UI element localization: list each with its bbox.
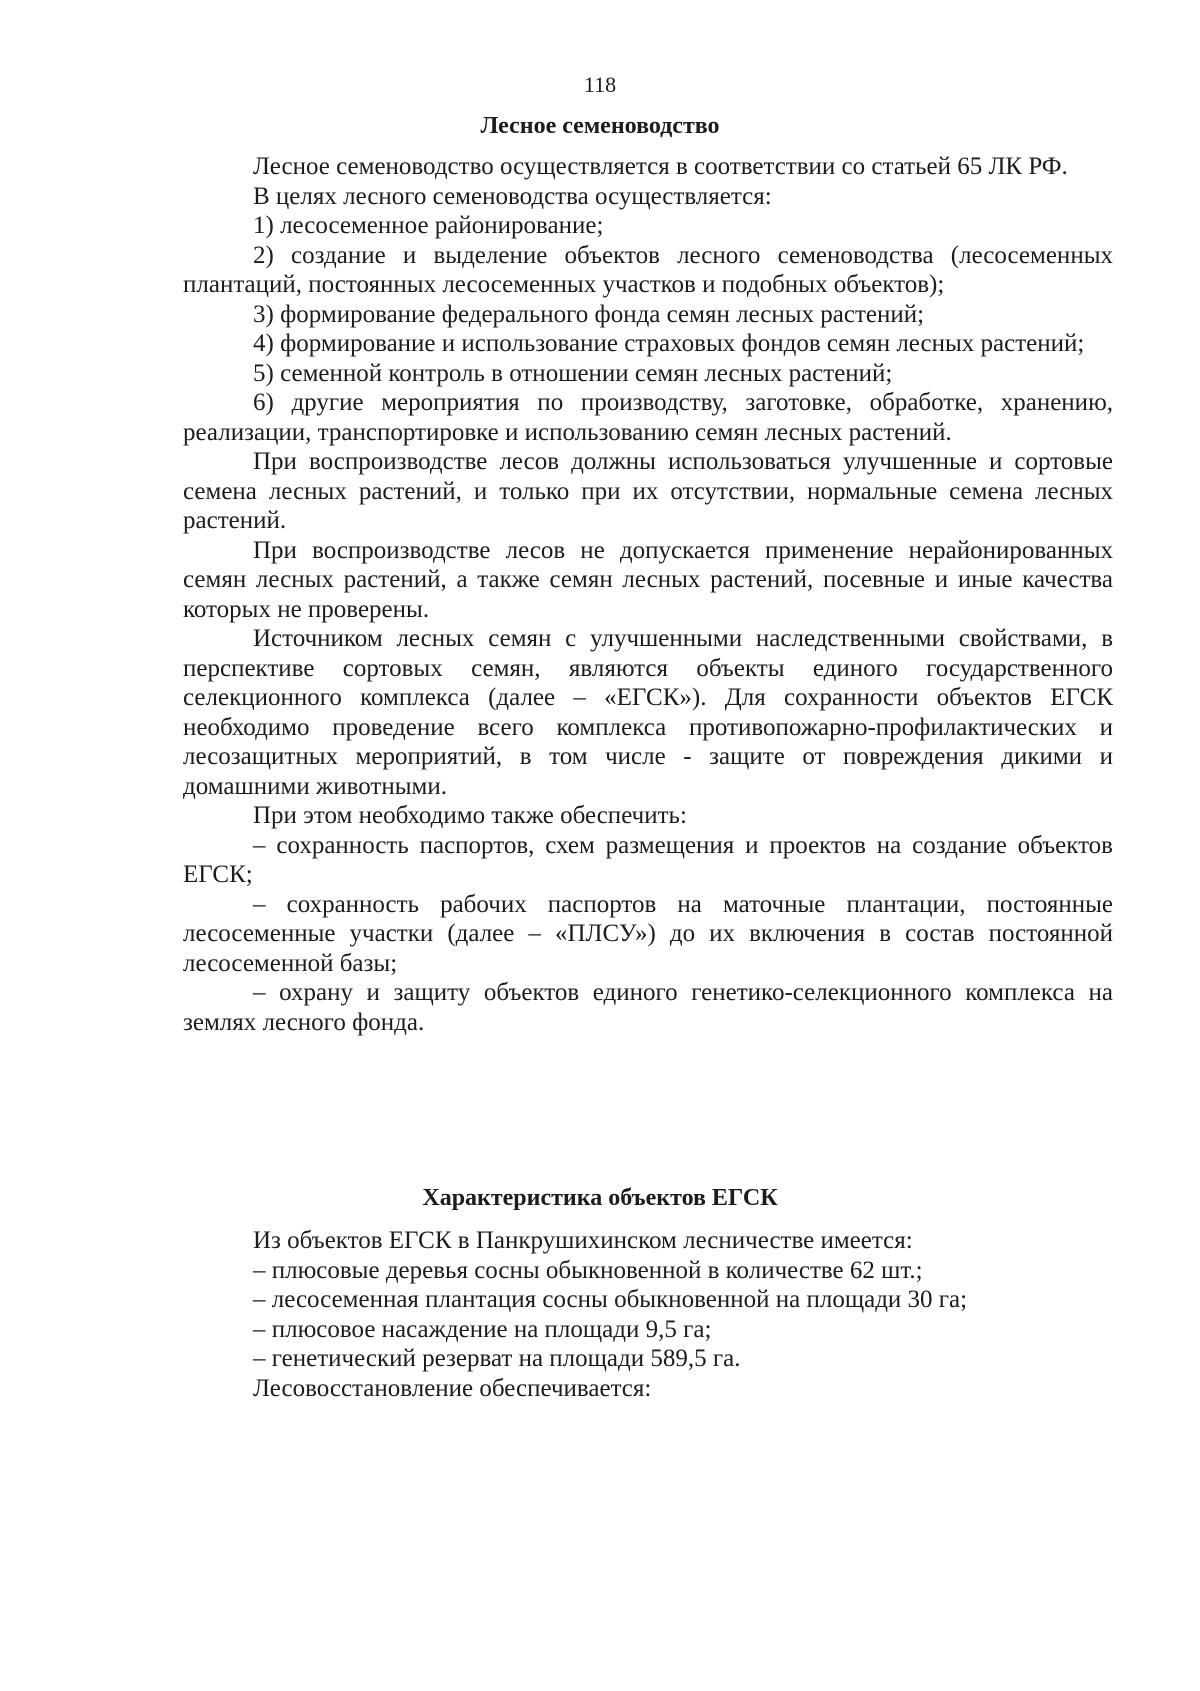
list-item: 2) создание и выделение объектов лесного семеноводства (лесосеменных плантаций, постоянных лесосеменных участков и подобных объектов);	[183, 241, 1113, 298]
list-item: 1) лесосеменное районирование;	[253, 212, 604, 239]
section-title-forest-seed-production: Лесное семеноводство	[480, 113, 720, 139]
list-item: – генетический резерват на площади 589,5 га.	[253, 1345, 741, 1372]
list-item: 3) формирование федерального фонда семян лесных растений;	[253, 300, 925, 328]
paragraph: В целях лесного семеноводства осуществляется:	[253, 182, 772, 210]
page-number: 118	[583, 72, 617, 97]
paragraph: Источником лесных семян с улучшенными наследственными свойствами, в перспективе сортовых семян, являются объекты единого государственного селекционного комплекса (далее – «ЕГСК»). Для сохранности объектов ЕГСК необходимо проведение всего комплекса противопожарно-профилактических и лесозащитных мероприятий, в том числе - защите от повреждения дикими и домашними животными.	[183, 625, 1113, 800]
section-body-egsk-characteristics	[183, 1226, 1113, 1403]
list-item: – плюсовое насаждение на площади 9,5 га;	[253, 1315, 712, 1343]
list-item: 6) другие мероприятия по производству, заготовке, обработке, хранению, реализации, транспортировке и использованию семян лесных растений.	[183, 389, 1113, 446]
list-item: – плюсовые деревья сосны обыкновенной в количестве 62 шт.;	[253, 1256, 923, 1284]
list-item: – охрану и защиту объектов единого генетико-селекционного комплекса на землях лесного фонда.	[183, 979, 1113, 1036]
section-body-forest-seed-production	[183, 152, 1113, 1037]
paragraph: При этом необходимо также обеспечить:	[253, 802, 687, 829]
paragraph: При воспроизводстве лесов не допускается применение нерайонированных семян лесных растений, а также семян лесных растений, посевные и иные качества которых не проверены.	[183, 536, 1113, 623]
section-title-egsk-characteristics: Характеристика объектов ЕГСК	[422, 1185, 778, 1211]
list-item: 5) семенной контроль в отношении семян лесных растений;	[253, 359, 893, 387]
paragraph: При воспроизводстве лесов должны использоваться улучшенные и сортовые семена лесных растений, и только при их отсутствии, нормальные семена лесных растений.	[183, 448, 1113, 534]
paragraph: Из объектов ЕГСК в Панкрушихинском лесничестве имеется:	[253, 1227, 913, 1254]
paragraph: Лесное семеноводство осуществляется в соответствии со статьей 65 ЛК РФ.	[253, 153, 1068, 180]
paragraph: Лесовосстановление обеспечивается:	[253, 1374, 652, 1402]
list-item: 4) формирование и использование страховых фондов семян лесных растений;	[253, 330, 1085, 357]
list-item: – лесосеменная плантация сосны обыкновенной на площади 30 га;	[253, 1286, 968, 1313]
list-item: – сохранность паспортов, схем размещения и проектов на создание объектов ЕГСК;	[183, 831, 1113, 888]
list-item: – сохранность рабочих паспортов на маточные плантации, постоянные лесосеменные участки (далее – «ПЛСУ») до их включения в состав постоянной лесосеменной базы;	[183, 890, 1113, 977]
